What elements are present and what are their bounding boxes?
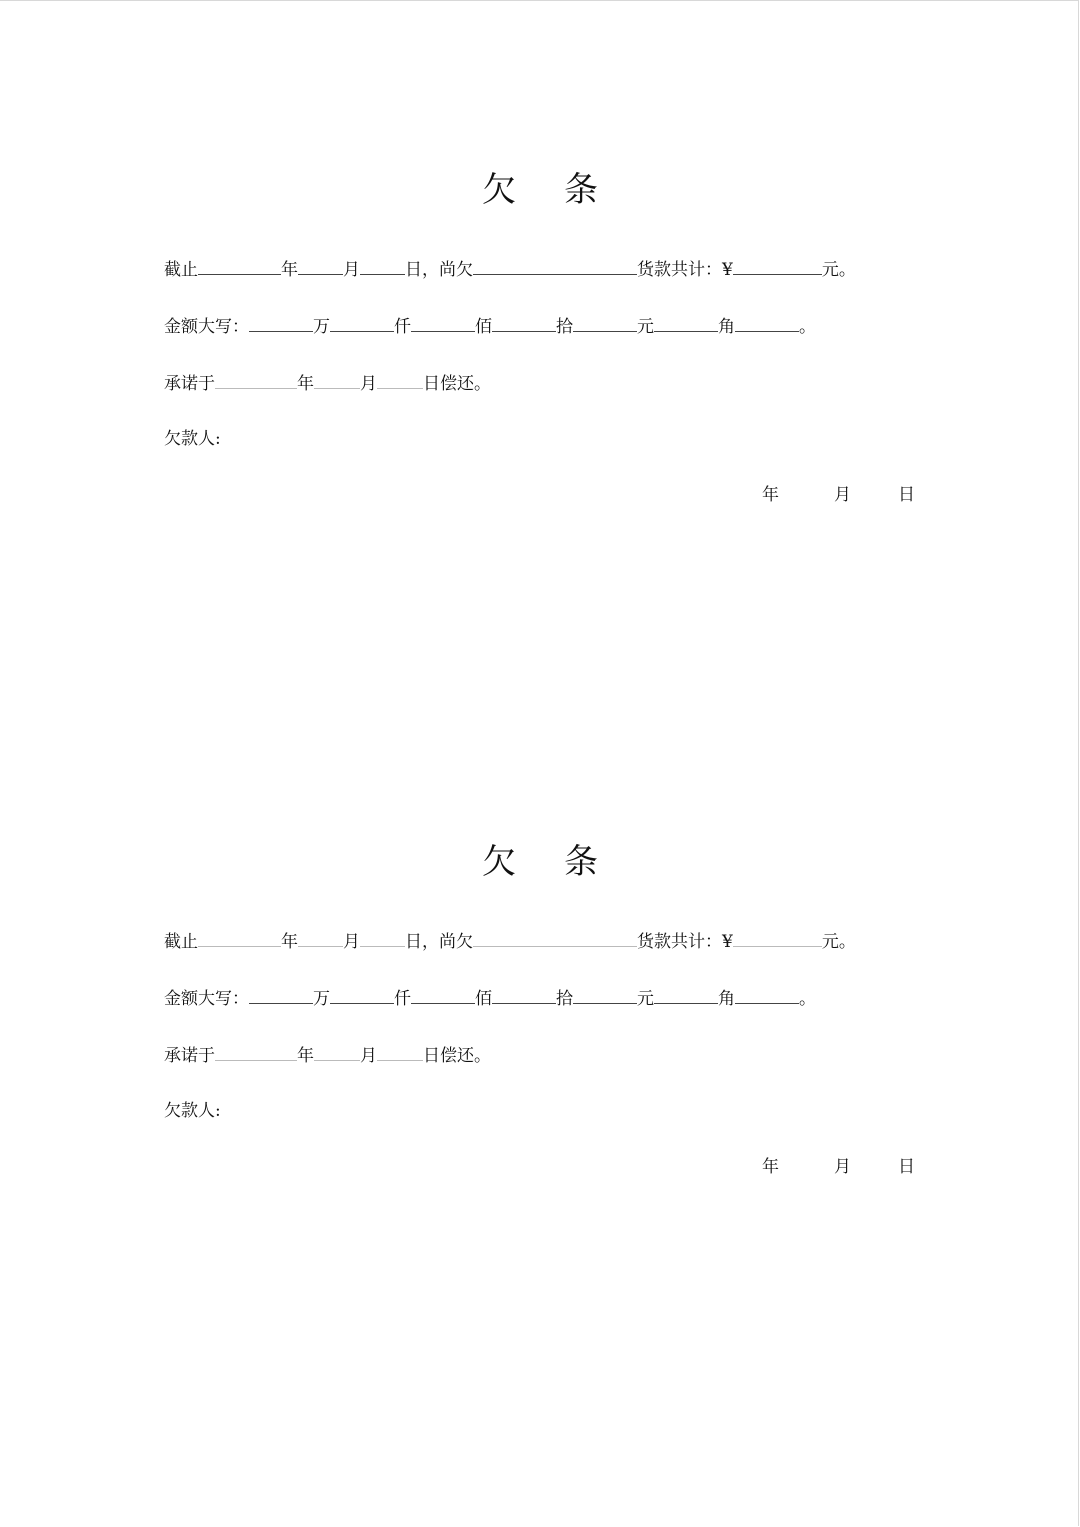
- label-promise: 承诺于: [164, 1046, 215, 1066]
- label-wan: 万: [313, 989, 330, 1009]
- label-yuan-end: 元。: [821, 932, 856, 952]
- blank-day[interactable]: [360, 256, 405, 275]
- blank-month[interactable]: [298, 256, 343, 275]
- sign-year-label: 年: [762, 485, 779, 505]
- blank-jiao[interactable]: [654, 313, 718, 332]
- label-jiao: 角: [718, 989, 735, 1009]
- label-jiao: 角: [718, 317, 735, 337]
- blank-bai[interactable]: [411, 985, 475, 1004]
- label-as-of: 截止: [164, 932, 198, 952]
- label-day-owed: 日，尚欠: [405, 260, 473, 280]
- blank-yuan[interactable]: [573, 313, 637, 332]
- blank-qian[interactable]: [330, 985, 394, 1004]
- label-year: 年: [281, 260, 298, 280]
- blank-wan[interactable]: [249, 313, 313, 332]
- blank-year[interactable]: [198, 928, 281, 947]
- label-shi: 拾: [556, 989, 573, 1009]
- label-as-of: 截止: [164, 260, 198, 280]
- title-char-1: 欠: [482, 842, 516, 882]
- title-char-2: 条: [564, 170, 598, 210]
- blank-fen[interactable]: [735, 313, 799, 332]
- blank-repay-year[interactable]: [215, 370, 297, 389]
- label-yuan: 元: [637, 989, 654, 1009]
- blank-shi[interactable]: [492, 985, 556, 1004]
- label-month: 月: [343, 932, 360, 952]
- label-total: 货款共计：¥: [637, 932, 733, 952]
- blank-fen[interactable]: [735, 985, 799, 1004]
- label-shi: 拾: [556, 317, 573, 337]
- date-amount-line: [164, 928, 856, 952]
- label-wan: 万: [313, 317, 330, 337]
- label-bai: 佰: [475, 317, 492, 337]
- blank-repay-day[interactable]: [377, 370, 423, 389]
- blank-debtor-item[interactable]: [473, 256, 637, 275]
- title-char-2: 条: [564, 842, 598, 882]
- label-repay-end: 日偿还。: [423, 374, 491, 394]
- blank-qian[interactable]: [330, 313, 394, 332]
- label-yuan: 元: [637, 317, 654, 337]
- label-qian: 仟: [394, 317, 411, 337]
- blank-yuan[interactable]: [573, 985, 637, 1004]
- label-day-owed: 日，尚欠: [405, 932, 473, 952]
- blank-wan[interactable]: [249, 985, 313, 1004]
- blank-amount[interactable]: [733, 928, 822, 947]
- label-repay-end: 日偿还。: [423, 1046, 491, 1066]
- sign-day-label: 日: [898, 1157, 915, 1177]
- blank-shi[interactable]: [492, 313, 556, 332]
- sign-month-label: 月: [834, 1157, 851, 1177]
- label-promise: 承诺于: [164, 374, 215, 394]
- sign-day-label: 日: [898, 485, 915, 505]
- sign-year-label: 年: [762, 1157, 779, 1177]
- label-bai: 佰: [475, 989, 492, 1009]
- label-yuan-end: 元。: [821, 260, 856, 280]
- label-debtor: 欠款人:: [164, 1101, 221, 1121]
- sign-month-label: 月: [834, 485, 851, 505]
- label-repay-year: 年: [297, 1046, 314, 1066]
- blank-debtor-item[interactable]: [473, 928, 637, 947]
- blank-day[interactable]: [360, 928, 405, 947]
- repay-promise-line: [164, 1042, 491, 1066]
- label-amount-words: 金额大写：: [164, 317, 249, 337]
- label-period: 。: [799, 317, 816, 337]
- blank-repay-day[interactable]: [377, 1042, 423, 1061]
- label-repay-month: 月: [360, 374, 377, 394]
- repay-promise-line: [164, 370, 491, 394]
- blank-year[interactable]: [198, 256, 281, 275]
- label-qian: 仟: [394, 989, 411, 1009]
- amount-words-line: [164, 985, 816, 1009]
- note-title: [0, 842, 1080, 892]
- blank-jiao[interactable]: [654, 985, 718, 1004]
- blank-repay-month[interactable]: [314, 1042, 360, 1061]
- date-amount-line: [164, 256, 856, 280]
- label-period: 。: [799, 989, 816, 1009]
- label-total: 货款共计：¥: [637, 260, 733, 280]
- note-title: [0, 170, 1080, 220]
- blank-repay-month[interactable]: [314, 370, 360, 389]
- label-year: 年: [281, 932, 298, 952]
- debtor-line: [164, 1099, 221, 1123]
- label-repay-year: 年: [297, 374, 314, 394]
- title-char-1: 欠: [482, 170, 516, 210]
- blank-bai[interactable]: [411, 313, 475, 332]
- blank-repay-year[interactable]: [215, 1042, 297, 1061]
- blank-month[interactable]: [298, 928, 343, 947]
- blank-amount[interactable]: [733, 256, 822, 275]
- debtor-line: [164, 427, 221, 451]
- label-month: 月: [343, 260, 360, 280]
- label-repay-month: 月: [360, 1046, 377, 1066]
- amount-words-line: [164, 313, 816, 337]
- label-amount-words: 金额大写：: [164, 989, 249, 1009]
- label-debtor: 欠款人:: [164, 429, 221, 449]
